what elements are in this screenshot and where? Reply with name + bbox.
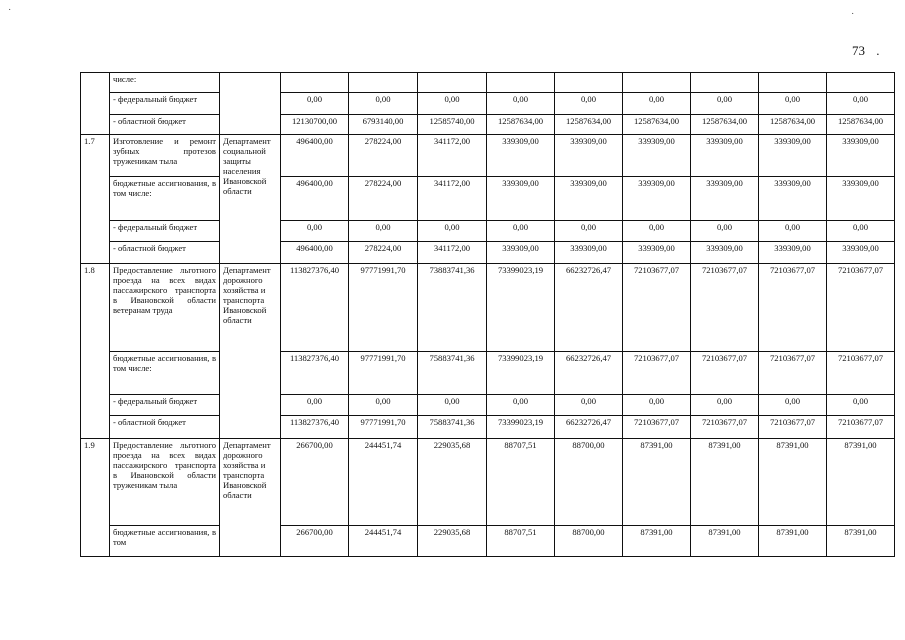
amount-cell: 339309,00 (759, 242, 827, 264)
amount-cell: 0,00 (623, 395, 691, 416)
item-description: Изготовление и ремонт зубных протезов труженикам тыла (110, 135, 220, 177)
amount-cell: 341172,00 (418, 177, 487, 221)
amount-cell: 87391,00 (827, 439, 895, 526)
amount-cell: 244451,74 (349, 526, 418, 557)
row-label: - федеральный бюджет (110, 221, 220, 242)
amount-cell: 87391,00 (759, 526, 827, 557)
amount-cell: 339309,00 (691, 242, 759, 264)
amount-cell: 0,00 (827, 395, 895, 416)
amount-cell (349, 73, 418, 93)
amount-cell: 66232726,47 (555, 416, 623, 439)
amount-cell: 12587634,00 (827, 115, 895, 135)
amount-cell: 72103677,07 (691, 416, 759, 439)
amount-cell: 341172,00 (418, 135, 487, 177)
amount-cell: 88707,51 (487, 439, 555, 526)
table-row (81, 73, 895, 93)
amount-cell: 339309,00 (555, 242, 623, 264)
amount-cell: 87391,00 (623, 439, 691, 526)
amount-cell: 266700,00 (281, 439, 349, 526)
amount-cell: 0,00 (691, 221, 759, 242)
amount-cell (487, 73, 555, 93)
item-description: Предоставление льготного проезда на всех видах пассажирского транспорта в Ивановской области ветеранам труда (110, 264, 220, 352)
amount-cell: 88700,00 (555, 439, 623, 526)
amount-cell: 0,00 (281, 93, 349, 115)
scan-speck: ˙ (851, 12, 855, 23)
responsible-department (220, 73, 281, 135)
item-number: 1.9 (81, 439, 110, 557)
table-row (81, 177, 895, 221)
amount-cell: 73399023,19 (487, 352, 555, 395)
amount-cell: 339309,00 (691, 135, 759, 177)
table-row (81, 264, 895, 352)
row-label: - областной бюджет (110, 416, 220, 439)
amount-cell: 339309,00 (827, 177, 895, 221)
table-row (81, 93, 895, 115)
amount-cell (418, 73, 487, 93)
item-number: 1.8 (81, 264, 110, 439)
row-label: - федеральный бюджет (110, 93, 220, 115)
amount-cell: 97771991,70 (349, 264, 418, 352)
amount-cell (281, 73, 349, 93)
amount-cell: 339309,00 (555, 177, 623, 221)
amount-cell: 12587634,00 (691, 115, 759, 135)
amount-cell: 278224,00 (349, 135, 418, 177)
amount-cell: 0,00 (418, 221, 487, 242)
item-number (81, 73, 110, 135)
row-label: бюджетные ассигнования, в том (110, 526, 220, 557)
page-number: 73 . (852, 43, 880, 58)
amount-cell: 97771991,70 (349, 352, 418, 395)
amount-cell: 97771991,70 (349, 416, 418, 439)
amount-cell: 496400,00 (281, 242, 349, 264)
responsible-department: Департамент дорожного хозяйства и транспорта Ивановской области (220, 264, 281, 439)
amount-cell: 113827376,40 (281, 264, 349, 352)
amount-cell: 0,00 (349, 221, 418, 242)
amount-cell: 339309,00 (487, 135, 555, 177)
amount-cell: 87391,00 (827, 526, 895, 557)
row-label: - областной бюджет (110, 242, 220, 264)
amount-cell: 73399023,19 (487, 416, 555, 439)
amount-cell: 496400,00 (281, 177, 349, 221)
amount-cell (623, 73, 691, 93)
amount-cell: 0,00 (349, 93, 418, 115)
amount-cell: 72103677,07 (623, 416, 691, 439)
amount-cell: 12587634,00 (759, 115, 827, 135)
amount-cell: 72103677,07 (759, 416, 827, 439)
amount-cell: 229035,68 (418, 526, 487, 557)
amount-cell: 244451,74 (349, 439, 418, 526)
amount-cell: 0,00 (827, 93, 895, 115)
item-number: 1.7 (81, 135, 110, 264)
amount-cell: 72103677,07 (691, 352, 759, 395)
amount-cell: 12585740,00 (418, 115, 487, 135)
amount-cell: 339309,00 (623, 135, 691, 177)
amount-cell (827, 73, 895, 93)
amount-cell: 73883741,36 (418, 264, 487, 352)
amount-cell: 75883741,36 (418, 352, 487, 395)
amount-cell: 0,00 (487, 395, 555, 416)
amount-cell: 72103677,07 (759, 264, 827, 352)
table-row (81, 135, 895, 177)
amount-cell: 72103677,07 (623, 352, 691, 395)
row-label: бюджетные ассигнования, в том числе: (110, 352, 220, 395)
amount-cell: 87391,00 (691, 439, 759, 526)
amount-cell (555, 73, 623, 93)
table-row (81, 439, 895, 526)
amount-cell: 88707,51 (487, 526, 555, 557)
amount-cell: 0,00 (691, 93, 759, 115)
amount-cell: 339309,00 (623, 177, 691, 221)
amount-cell: 0,00 (691, 395, 759, 416)
amount-cell: 339309,00 (487, 242, 555, 264)
amount-cell: 339309,00 (759, 177, 827, 221)
amount-cell: 12587634,00 (623, 115, 691, 135)
amount-cell: 113827376,40 (281, 416, 349, 439)
amount-cell: 266700,00 (281, 526, 349, 557)
item-description: Предоставление льготного проезда на всех видах пассажирского транспорта в Ивановской области труженикам тыла (110, 439, 220, 526)
page-dot-mark: . (876, 43, 880, 58)
amount-cell: 72103677,07 (691, 264, 759, 352)
row-label: - федеральный бюджет (110, 395, 220, 416)
amount-cell: 12587634,00 (555, 115, 623, 135)
budget-table (80, 72, 895, 557)
scan-speck: ˙ (8, 8, 12, 19)
amount-cell: 0,00 (555, 93, 623, 115)
amount-cell: 341172,00 (418, 242, 487, 264)
amount-cell: 0,00 (827, 221, 895, 242)
amount-cell: 12130700,00 (281, 115, 349, 135)
table-row (81, 395, 895, 416)
table-row (81, 352, 895, 395)
amount-cell: 0,00 (759, 395, 827, 416)
amount-cell: 339309,00 (555, 135, 623, 177)
amount-cell: 278224,00 (349, 177, 418, 221)
amount-cell: 87391,00 (759, 439, 827, 526)
row-label: числе: (110, 73, 220, 93)
amount-cell: 75883741,36 (418, 416, 487, 439)
amount-cell: 0,00 (555, 221, 623, 242)
amount-cell: 113827376,40 (281, 352, 349, 395)
amount-cell: 496400,00 (281, 135, 349, 177)
amount-cell: 339309,00 (827, 135, 895, 177)
amount-cell: 72103677,07 (623, 264, 691, 352)
amount-cell: 88700,00 (555, 526, 623, 557)
amount-cell (691, 73, 759, 93)
amount-cell: 0,00 (281, 221, 349, 242)
amount-cell: 66232726,47 (555, 264, 623, 352)
amount-cell: 72103677,07 (827, 352, 895, 395)
table-body (81, 73, 895, 557)
amount-cell: 229035,68 (418, 439, 487, 526)
amount-cell: 72103677,07 (827, 416, 895, 439)
amount-cell: 6793140,00 (349, 115, 418, 135)
amount-cell: 0,00 (623, 221, 691, 242)
amount-cell: 339309,00 (623, 242, 691, 264)
row-label: бюджетные ассигнования, в том числе: (110, 177, 220, 221)
amount-cell: 66232726,47 (555, 352, 623, 395)
row-label: - областной бюджет (110, 115, 220, 135)
amount-cell: 339309,00 (691, 177, 759, 221)
amount-cell: 0,00 (349, 395, 418, 416)
amount-cell (759, 73, 827, 93)
table-row (81, 526, 895, 557)
table-row (81, 242, 895, 264)
amount-cell: 0,00 (487, 221, 555, 242)
amount-cell: 0,00 (418, 395, 487, 416)
responsible-department: Департамент социальной защиты населения Ивановской области (220, 135, 281, 264)
amount-cell: 0,00 (759, 93, 827, 115)
amount-cell: 339309,00 (827, 242, 895, 264)
amount-cell: 0,00 (281, 395, 349, 416)
amount-cell: 72103677,07 (759, 352, 827, 395)
amount-cell: 72103677,07 (827, 264, 895, 352)
amount-cell: 339309,00 (759, 135, 827, 177)
amount-cell: 87391,00 (623, 526, 691, 557)
amount-cell: 87391,00 (691, 526, 759, 557)
table-row (81, 115, 895, 135)
amount-cell: 0,00 (759, 221, 827, 242)
amount-cell: 0,00 (418, 93, 487, 115)
amount-cell: 0,00 (623, 93, 691, 115)
responsible-department: Департамент дорожного хозяйства и транспорта Ивановской области (220, 439, 281, 557)
amount-cell: 278224,00 (349, 242, 418, 264)
amount-cell: 12587634,00 (487, 115, 555, 135)
amount-cell: 0,00 (487, 93, 555, 115)
table-row (81, 416, 895, 439)
amount-cell: 73399023,19 (487, 264, 555, 352)
amount-cell: 0,00 (555, 395, 623, 416)
table-row (81, 221, 895, 242)
amount-cell: 339309,00 (487, 177, 555, 221)
